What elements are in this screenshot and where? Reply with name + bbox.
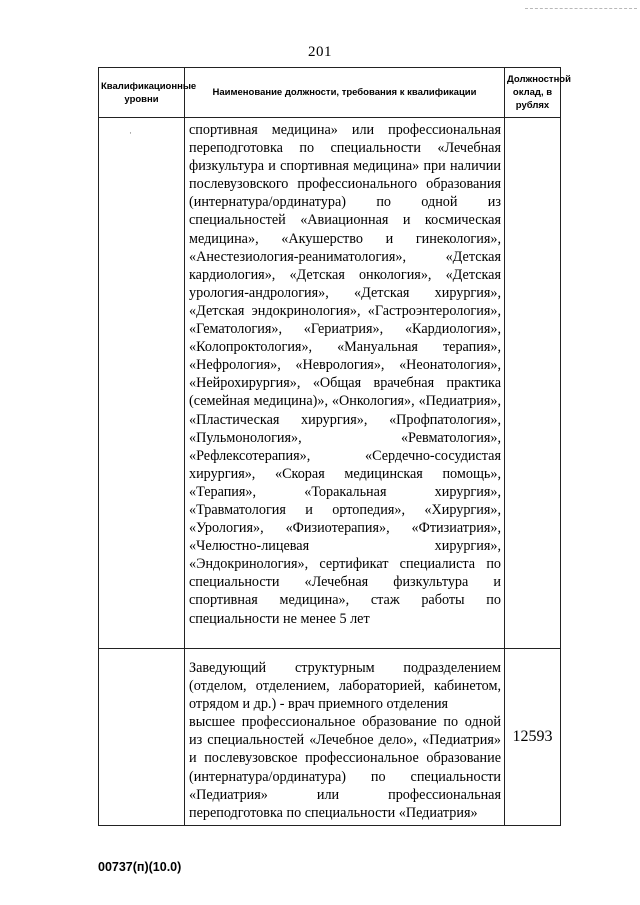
table-row — [99, 118, 561, 649]
table-row — [99, 649, 561, 826]
document-code: 00737(п)(10.0) — [98, 860, 182, 874]
scan-artifact — [525, 8, 637, 11]
salary-value: 12593 — [505, 649, 561, 826]
requirements-cell — [185, 649, 505, 826]
scan-mark: · — [129, 128, 132, 138]
page-number: 201 — [308, 44, 332, 60]
salary-table — [98, 67, 571, 826]
qualification-level-cell — [99, 118, 185, 649]
requirements-text: высшее профессиональное образование по одной из специальностей «Лечебное дело», «Педиатрия» и послевузовское профессиональное образование (интернатура/ординатура) по специальности «Педиатрия» или профессиональная переподготовка по специальности «Педиатрия» — [189, 714, 501, 821]
header-position-requirements: Наименование должности, требования к квалификации — [185, 68, 505, 118]
qualification-level-cell — [99, 649, 185, 826]
salary-cell — [505, 118, 561, 649]
header-salary: Должностной оклад, в рублях — [505, 68, 561, 118]
position-title: Заведующий структурным подразделением (отделом, отделением, лабораторией, кабинетом, отрядом и др.) - врач приемного отделения — [189, 660, 501, 713]
requirements-cell — [185, 118, 505, 649]
requirements-text: спортивная медицина» или профессиональная переподготовка по специальности «Лечебная физкультура и спортивная медицина» при наличии послевузовского профессионального образования (интернатура/ординатура) по одной из специальностей «Авиационная и космическая медицина», «Акушерство и гинекология», «Анестезиология-реаниматология», «Детская кардиология», «Детская онкология», «Детская урология-андрология», «Детская хирургия», «Детская эндокринология», «Гастроэнтерология», «Гематология», «Гериатрия», «Кардиология», «Колопроктология», «Мануальная терапия», «Нефрология», «Неврология», «Неонатология», «Нейрохирургия», «Общая врачебная практика (семейная медицина)», «Онкология», «Педиатрия», «Пластическая хирургия», «Профпатология», «Пульмонология», «Ревматология», «Рефлексотерапия», «Сердечно-сосудистая хирургия», «Скорая медицинская помощь», «Терапия», «Торакальная хирургия», «Травматология и ортопедия», «Хирургия», «Урология», «Физиотерапия», «Фтизиатрия», «Челюстно-лицевая хирургия», «Эндокринология», сертификат специалиста по специальности «Лечебная физкультура и спортивная медицина», стаж работы по специальности не менее 5 лет — [189, 122, 501, 627]
table-header-row — [99, 68, 561, 118]
header-qualification-levels: Квалификационные уровни — [99, 68, 185, 118]
